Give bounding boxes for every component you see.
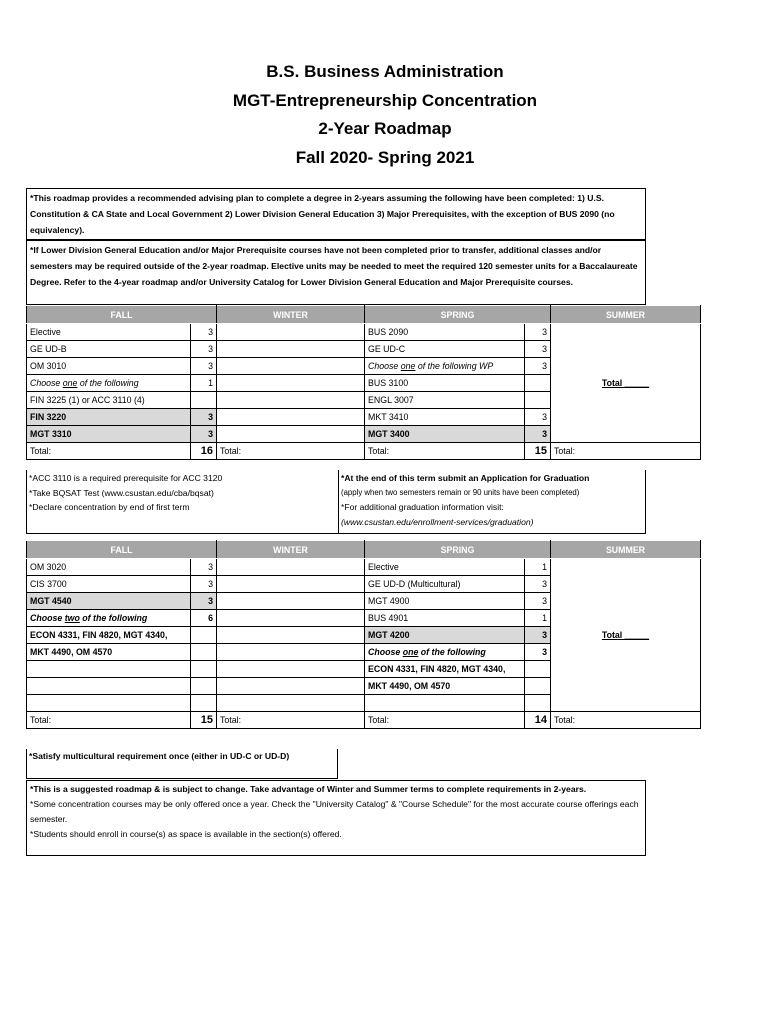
course-cell bbox=[27, 661, 191, 678]
course-cell: MKT 4490, OM 4570 bbox=[365, 678, 525, 695]
spring-total-label: Total: bbox=[365, 443, 525, 460]
winter-cell bbox=[217, 576, 365, 593]
units-cell: 3 bbox=[525, 409, 551, 426]
winter-cell bbox=[217, 426, 365, 443]
course-cell: ENGL 3007 bbox=[365, 392, 525, 409]
course-cell: FIN 3220 bbox=[27, 409, 191, 426]
winter-total-label: Total: bbox=[217, 712, 365, 729]
units-cell bbox=[191, 644, 217, 661]
header-winter: WINTER bbox=[217, 306, 365, 324]
course-cell: MGT 3310 bbox=[27, 426, 191, 443]
fall-total-label: Total: bbox=[27, 443, 191, 460]
winter-cell bbox=[217, 593, 365, 610]
course-cell: GE UD-B bbox=[27, 341, 191, 358]
header-summer: SUMMER bbox=[551, 306, 701, 324]
winter-total-label: Total: bbox=[217, 443, 365, 460]
units-cell: 3 bbox=[191, 409, 217, 426]
course-cell: OM 3010 bbox=[27, 358, 191, 375]
note-line: *ACC 3110 is a required prerequisite for ACC 3120 bbox=[29, 473, 223, 483]
units-cell bbox=[191, 695, 217, 712]
units-cell: 3 bbox=[191, 341, 217, 358]
units-cell bbox=[525, 695, 551, 712]
units-cell bbox=[191, 627, 217, 644]
year1-fall-notes bbox=[29, 471, 222, 515]
course-cell: MGT 4540 bbox=[27, 593, 191, 610]
course-cell bbox=[365, 695, 525, 712]
summer-total-label-row: Total: bbox=[551, 712, 701, 729]
units-cell: 3 bbox=[191, 358, 217, 375]
units-cell: 3 bbox=[191, 324, 217, 341]
winter-cell bbox=[217, 695, 365, 712]
units-cell: 3 bbox=[525, 644, 551, 661]
units-cell: 6 bbox=[191, 610, 217, 627]
course-cell: CIS 3700 bbox=[27, 576, 191, 593]
year1-spring-notes bbox=[341, 471, 589, 529]
course-cell: MKT 4490, OM 4570 bbox=[27, 644, 191, 661]
winter-cell bbox=[217, 644, 365, 661]
units-cell bbox=[525, 375, 551, 392]
winter-cell bbox=[217, 678, 365, 695]
header-summer: SUMMER bbox=[551, 541, 701, 559]
course-cell: MGT 4900 bbox=[365, 593, 525, 610]
title-line-roadmap: 2-Year Roadmap bbox=[318, 119, 452, 138]
winter-cell bbox=[217, 409, 365, 426]
winter-cell bbox=[217, 627, 365, 644]
course-cell: Choose one of the following bbox=[27, 375, 191, 392]
spring-total-label: Total: bbox=[365, 712, 525, 729]
units-cell: 3 bbox=[191, 593, 217, 610]
units-cell: 3 bbox=[191, 576, 217, 593]
course-cell: MKT 3410 bbox=[365, 409, 525, 426]
header-winter: WINTER bbox=[217, 541, 365, 559]
course-cell: Choose one of the following bbox=[365, 644, 525, 661]
note-line: *For additional graduation information visit: bbox=[341, 502, 504, 512]
units-cell: 3 bbox=[525, 358, 551, 375]
note-line: *Declare concentration by end of first term bbox=[29, 502, 190, 512]
course-cell: ECON 4331, FIN 4820, MGT 4340, bbox=[27, 627, 191, 644]
footer-line: *Some concentration courses may be only offered once a year. Check the "University Catalog" & "Course Schedule" for the most accurate course offerings each semester. bbox=[30, 799, 639, 824]
footer-line: *Students should enroll in course(s) as space is available in the section(s) offered. bbox=[30, 829, 342, 839]
winter-cell bbox=[217, 358, 365, 375]
units-cell: 1 bbox=[525, 559, 551, 576]
units-cell: 3 bbox=[525, 593, 551, 610]
units-cell: 1 bbox=[525, 610, 551, 627]
year2-header-row bbox=[27, 541, 701, 559]
winter-cell bbox=[217, 341, 365, 358]
units-cell: 3 bbox=[191, 559, 217, 576]
course-cell: BUS 4901 bbox=[365, 610, 525, 627]
note-line: *At the end of this term submit an Application for Graduation bbox=[341, 473, 590, 483]
units-cell: 3 bbox=[525, 576, 551, 593]
summer-total-label-row: Total: bbox=[551, 443, 701, 460]
year1-header-row bbox=[27, 306, 701, 324]
units-cell bbox=[525, 392, 551, 409]
spring-total-value: 14 bbox=[525, 712, 551, 729]
winter-cell bbox=[217, 661, 365, 678]
page-title bbox=[0, 58, 770, 172]
course-cell: Elective bbox=[27, 324, 191, 341]
totals-row bbox=[27, 712, 701, 729]
intro-box-assumptions: *This roadmap provides a recommended advising plan to complete a degree in 2-years assuming the following have been completed: 1) U.S. Constitution & CA State and Local Government 2) Lower Division General Education 3) Major Prerequisites, with the exception of BUS 2090 (no equivalency). bbox=[26, 188, 646, 240]
note-line: *Take BQSAT Test (www.csustan.edu/cba/bqsat) bbox=[29, 487, 214, 498]
course-cell: Elective bbox=[365, 559, 525, 576]
footer-notes bbox=[26, 780, 646, 856]
course-cell: GE UD-C bbox=[365, 341, 525, 358]
course-cell bbox=[27, 695, 191, 712]
course-cell: OM 3020 bbox=[27, 559, 191, 576]
course-cell: Choose two of the following bbox=[27, 610, 191, 627]
summer-total-cell bbox=[551, 559, 701, 712]
winter-cell bbox=[217, 324, 365, 341]
spring-total-value: 15 bbox=[525, 443, 551, 460]
table-row bbox=[27, 324, 701, 341]
units-cell: 3 bbox=[525, 426, 551, 443]
units-cell: 3 bbox=[525, 341, 551, 358]
header-fall: FALL bbox=[27, 306, 217, 324]
units-cell bbox=[191, 392, 217, 409]
winter-cell bbox=[217, 392, 365, 409]
winter-cell bbox=[217, 559, 365, 576]
units-cell: 3 bbox=[525, 627, 551, 644]
units-cell: 1 bbox=[191, 375, 217, 392]
course-cell: BUS 3100 bbox=[365, 375, 525, 392]
summer-total-label: Total _____ bbox=[601, 630, 650, 640]
winter-cell bbox=[217, 610, 365, 627]
intro-box-warning: *If Lower Division General Education and/or Major Prerequisite courses have not been completed prior to transfer, additional classes and/or semesters may be required outside of the 2-year roadmap. Elective units may be needed to meet the required 120 semester units for a Baccalaureate Degree. Refer to the 4-year roadmap and/or University Catalog for Lower Division General Education and Major Prerequisite courses. bbox=[26, 240, 646, 305]
course-cell: MGT 4200 bbox=[365, 627, 525, 644]
title-line-concentration: MGT-Entrepreneurship Concentration bbox=[232, 90, 538, 110]
fall-total-value: 15 bbox=[191, 712, 217, 729]
course-cell: GE UD-D (Multicultural) bbox=[365, 576, 525, 593]
units-cell bbox=[191, 678, 217, 695]
winter-cell bbox=[217, 375, 365, 392]
units-cell: 3 bbox=[191, 426, 217, 443]
fall-total-label: Total: bbox=[27, 712, 191, 729]
year2-fall-note: *Satisfy multicultural requirement once (either in UD-C or UD-D) bbox=[29, 751, 290, 761]
totals-row bbox=[27, 443, 701, 460]
table-row bbox=[27, 559, 701, 576]
summer-total-label: Total _____ bbox=[601, 378, 650, 388]
units-cell bbox=[191, 661, 217, 678]
units-cell bbox=[525, 661, 551, 678]
course-cell: MGT 3400 bbox=[365, 426, 525, 443]
fall-total-value: 16 bbox=[191, 443, 217, 460]
course-cell: BUS 2090 bbox=[365, 324, 525, 341]
year2-table bbox=[26, 540, 701, 729]
footer-line: *This is a suggested roadmap & is subject to change. Take advantage of Winter and Summer terms to complete requirements in 2-years. bbox=[30, 784, 587, 794]
header-fall: FALL bbox=[27, 541, 217, 559]
note-line: (apply when two semesters remain or 90 units have been completed) bbox=[341, 487, 580, 497]
course-cell: FIN 3225 (1) or ACC 3110 (4) bbox=[27, 392, 191, 409]
year1-table bbox=[26, 305, 701, 460]
title-line-degree: B.S. Business Administration bbox=[266, 62, 504, 81]
summer-total-cell bbox=[551, 324, 701, 443]
header-spring: SPRING bbox=[365, 541, 551, 559]
title-line-term: Fall 2020- Spring 2021 bbox=[295, 147, 475, 167]
units-cell: 3 bbox=[525, 324, 551, 341]
course-cell bbox=[27, 678, 191, 695]
header-spring: SPRING bbox=[365, 306, 551, 324]
note-line: (www.csustan.edu/enrollment-services/graduation) bbox=[341, 516, 534, 527]
units-cell bbox=[525, 678, 551, 695]
course-cell: ECON 4331, FIN 4820, MGT 4340, bbox=[365, 661, 525, 678]
course-cell: Choose one of the following WP bbox=[365, 358, 525, 375]
